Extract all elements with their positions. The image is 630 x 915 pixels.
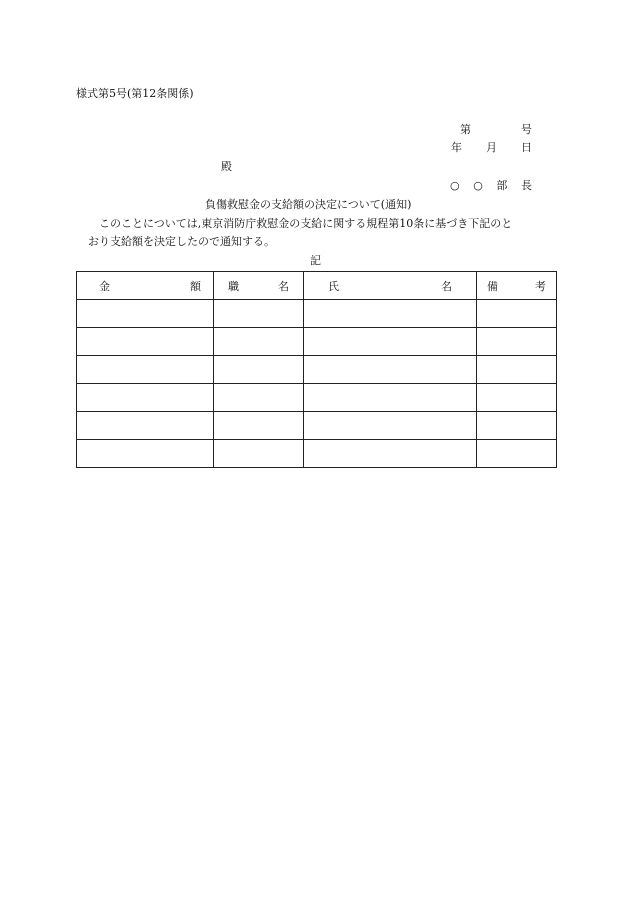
issuer-mark-1: ○ xyxy=(450,179,460,192)
cell-remarks xyxy=(477,300,557,328)
number-suffix: 号 xyxy=(521,123,532,136)
issuer-mark-2: ○ xyxy=(473,179,483,192)
header-position: 職 名 xyxy=(214,272,304,300)
date-month: 月 xyxy=(486,141,497,154)
addressee-suffix: 殿 xyxy=(221,160,232,173)
number-prefix: 第 xyxy=(460,123,471,136)
header-name: 氏 名 xyxy=(304,272,477,300)
table-row xyxy=(77,300,557,328)
cell-name xyxy=(304,328,477,356)
date-day: 日 xyxy=(521,141,532,154)
table-row xyxy=(77,384,557,412)
cell-name xyxy=(304,384,477,412)
table-row xyxy=(77,328,557,356)
table-header-row xyxy=(77,272,557,300)
cell-position xyxy=(214,412,304,440)
cell-amount xyxy=(77,384,214,412)
cell-name xyxy=(304,356,477,384)
cell-amount xyxy=(77,412,214,440)
date-line xyxy=(451,141,532,155)
cell-remarks xyxy=(477,356,557,384)
body-text-line-2: おり支給額を決定したので通知する。 xyxy=(88,235,275,248)
body-text-line-1: このことについては,東京消防庁救慰金の支給に関する規程第10条に基づき下記のと xyxy=(99,217,513,230)
cell-position xyxy=(214,384,304,412)
payment-table xyxy=(76,271,557,468)
date-year: 年 xyxy=(451,141,462,154)
cell-amount xyxy=(77,328,214,356)
cell-position xyxy=(214,300,304,328)
cell-remarks xyxy=(477,328,557,356)
table-row xyxy=(77,412,557,440)
cell-amount xyxy=(77,300,214,328)
table-row xyxy=(77,356,557,384)
cell-amount xyxy=(77,440,214,468)
issuer-line xyxy=(450,179,532,193)
cell-name xyxy=(304,412,477,440)
cell-remarks xyxy=(477,440,557,468)
cell-remarks xyxy=(477,412,557,440)
issuer-bu: 部 xyxy=(496,179,508,192)
cell-name xyxy=(304,440,477,468)
cell-position xyxy=(214,356,304,384)
cell-amount xyxy=(77,356,214,384)
form-label: 様式第5号(第12条関係) xyxy=(76,87,194,100)
document-title: 負傷救慰金の支給額の決定について(通知) xyxy=(205,198,412,211)
cell-position xyxy=(214,328,304,356)
cell-name xyxy=(304,300,477,328)
cell-remarks xyxy=(477,384,557,412)
table-row xyxy=(77,440,557,468)
header-amount: 金 額 xyxy=(77,272,214,300)
issuer-cho: 長 xyxy=(521,179,532,192)
header-remarks: 備 考 xyxy=(477,272,557,300)
ki-heading: 記 xyxy=(310,254,321,267)
cell-position xyxy=(214,440,304,468)
document-number-line xyxy=(460,123,532,137)
